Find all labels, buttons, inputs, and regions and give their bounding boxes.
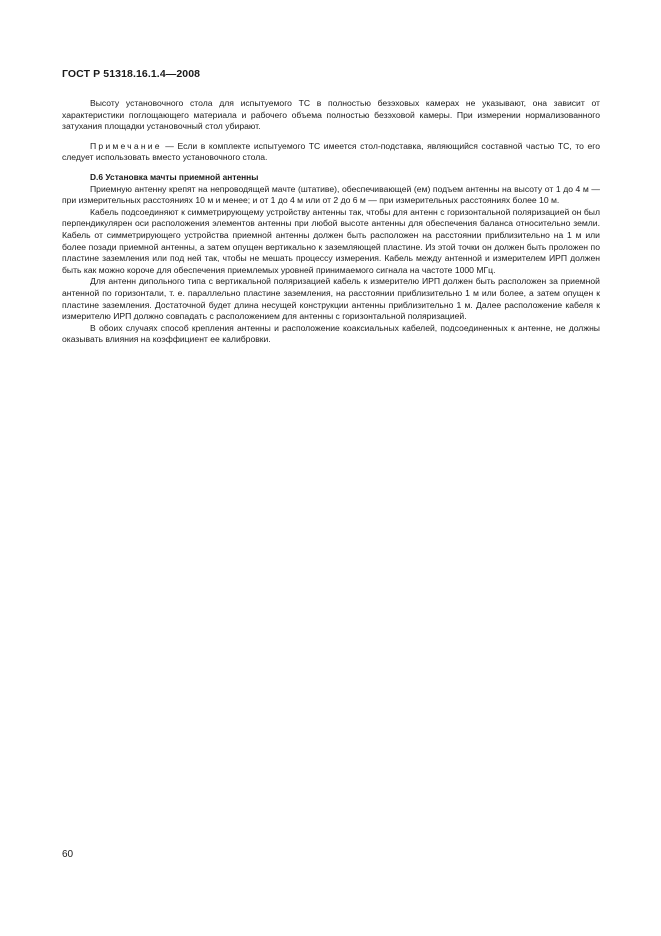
section-title-d6: D.6 Установка мачты приемной антенны [90, 171, 259, 182]
paragraph-table-height: Высоту установочного стола для испытуемого ТС в полностью безэховых камерах не указывают, она зависит от характеристики поглощающего материала и рабочего объема полностью безэховой камеры. При измерении нормализованного затухания площадки установочный стол убирают. [62, 98, 600, 132]
note-text: — Если в комплекте испытуемого ТС имеется стол-подставка, являющийся составной частью ТС, то его следует использовать вместо установочного стола. [62, 140, 600, 163]
note-paragraph [62, 141, 600, 164]
page-number: 60 [62, 849, 74, 860]
note-label: Примечание [90, 140, 162, 151]
document-header: ГОСТ Р 51318.16.1.4—2008 [62, 68, 201, 80]
paragraph-antenna-mast: Приемную антенну крепят на непроводящей мачте (штативе), обеспечивающей (ем) подъем антенны на высоту от 1 до 4 м — при измерительных расстояниях 10 м и менее; и от 1 до 4 м или от 2 до 6 м — при измерительных расстояниях более 10 м. [62, 183, 600, 206]
paragraph-mounting: В обоих случаях способ крепления антенны и расположение коаксиальных кабелей, подсоединенных к антенне, не должны оказывать влияния на коэффициент ее калибровки. [62, 322, 600, 345]
document-page [62, 0, 600, 936]
paragraph-cable-vertical: Для антенн дипольного типа с вертикальной поляризацией кабель к измерителю ИРП должен быть расположен за приемной антенной по горизонтали, т. е. параллельно пластине заземления, на расстоянии приблизительно 1 м или более, а затем опущен к пластине заземления. Достаточной будет длина несущей конструкции антенны приблизительно 1 м. Далее расположение кабеля к измерителю ИРП должно совпадать с расположением для антенны с горизонтальной поляризацией. [62, 276, 600, 322]
paragraph-cable-horizontal: Кабель подсоединяют к симметрирующему устройству антенны так, чтобы для антенн с горизонтальной поляризацией он был перпендикулярен оси расположения элементов антенны при любой высоте антенны для обеспечения баланса относительно земли. Кабель от симметрирующего устройства приемной антенны должен быть расположен на расстоянии приблизительно на 1 м или более позади приемной антенны, а затем опущен вертикально к заземляющей пластине. Из этой точки он должен быть проложен по пластине заземления или под ней так, чтобы не мешать процессу измерения. Кабель между антенной и измерителем ИРП должен быть как можно короче для обеспечения приемлемых уровней принимаемого сигнала на частоте 1000 МГц. [62, 206, 600, 275]
document-body [62, 98, 600, 346]
